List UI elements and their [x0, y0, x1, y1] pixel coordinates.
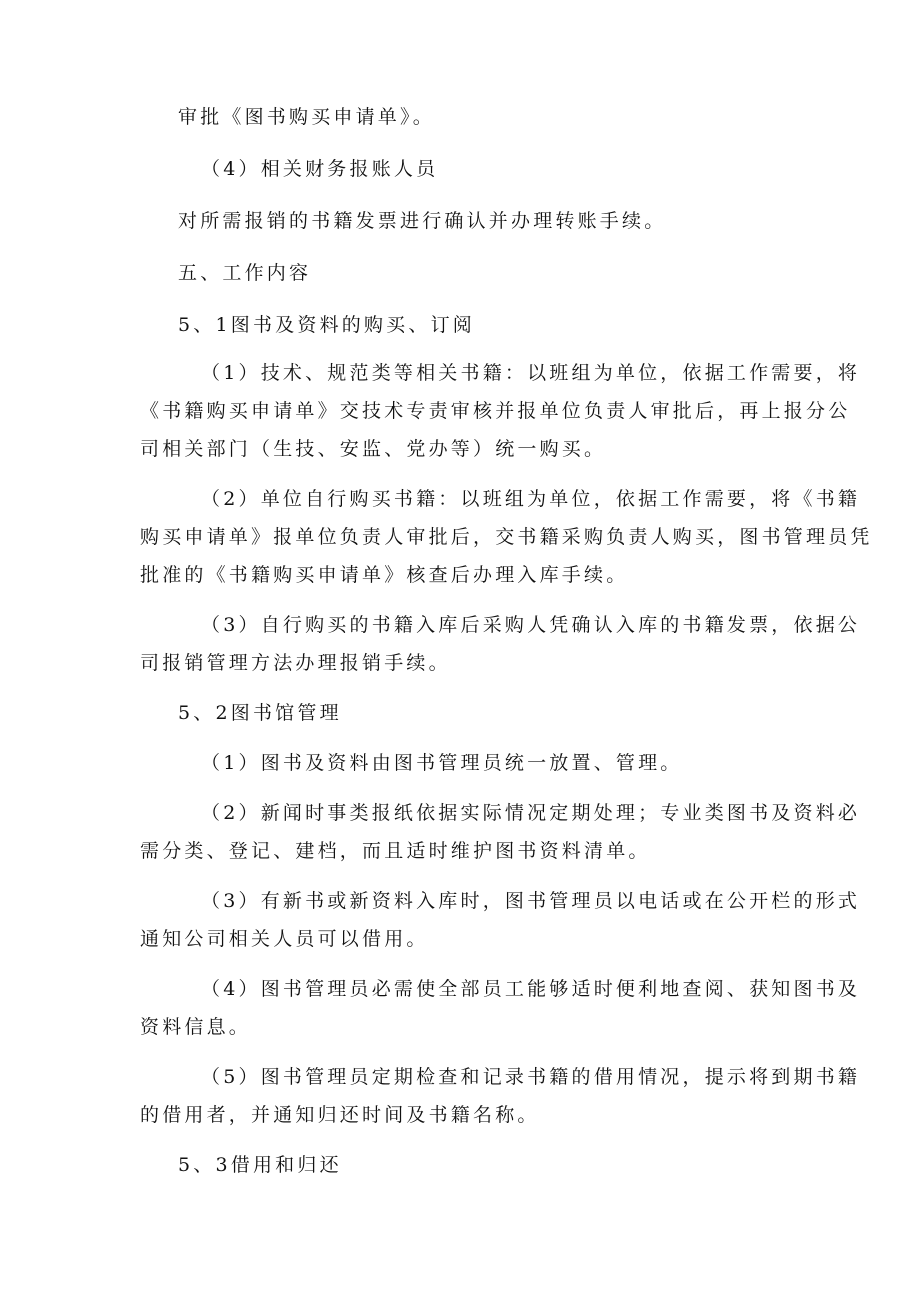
paragraph-line: 司相关部门（生技、安监、党办等）统一购买。: [140, 438, 607, 460]
paragraph-line: （1）技术、规范类等相关书籍：以班组为单位，依据工作需要，将: [201, 362, 861, 384]
paragraph-line: 的借用者，并通知归还时间及书籍名称。: [140, 1104, 540, 1126]
paragraph-line: 购买申请单》报单位负责人审批后，交书籍采购负责人购买，图书管理员凭: [140, 526, 873, 548]
list-item-heading: （4）相关财务报账人员: [201, 158, 439, 180]
paragraph-line: （4）图书管理员必需使全部员工能够适时便利地查阅、获知图书及: [201, 978, 861, 1000]
paragraph-line: （3）有新书或新资料入库时，图书管理员以电话或在公开栏的形式: [201, 890, 861, 912]
paragraph-line: 《书籍购买申请单》交技术专责审核并报单位负责人审批后，再上报分公: [140, 400, 851, 422]
section-heading: 五、工作内容: [178, 262, 312, 284]
paragraph-line: 批准的《书籍购买申请单》核查后办理入库手续。: [140, 564, 629, 586]
subsection-heading: 5、1图书及资料的购买、订阅: [178, 314, 475, 336]
text-line: 对所需报销的书籍发票进行确认并办理转账手续。: [178, 210, 667, 232]
text-line: 审批《图书购买申请单》。: [178, 106, 435, 128]
paragraph-line: （2）新闻时事类报纸依据实际情况定期处理；专业类图书及资料必: [201, 802, 861, 824]
paragraph-line: 司报销管理方法办理报销手续。: [140, 652, 451, 674]
paragraph-line: （3）自行购买的书籍入库后采购人凭确认入库的书籍发票，依据公: [201, 614, 861, 636]
paragraph-line: 需分类、登记、建档，而且适时维护图书资料清单。: [140, 840, 651, 862]
subsection-heading: 5、2图书馆管理: [178, 702, 342, 724]
subsection-heading: 5、3借用和归还: [178, 1154, 342, 1176]
paragraph-line: （2）单位自行购买书籍：以班组为单位，依据工作需要，将《书籍: [201, 488, 861, 510]
paragraph-line: 资料信息。: [140, 1016, 252, 1038]
paragraph-line: 通知公司相关人员可以借用。: [140, 928, 429, 950]
paragraph-line: （1）图书及资料由图书管理员统一放置、管理。: [201, 752, 683, 774]
paragraph-line: （5）图书管理员定期检查和记录书籍的借用情况，提示将到期书籍: [201, 1066, 861, 1088]
